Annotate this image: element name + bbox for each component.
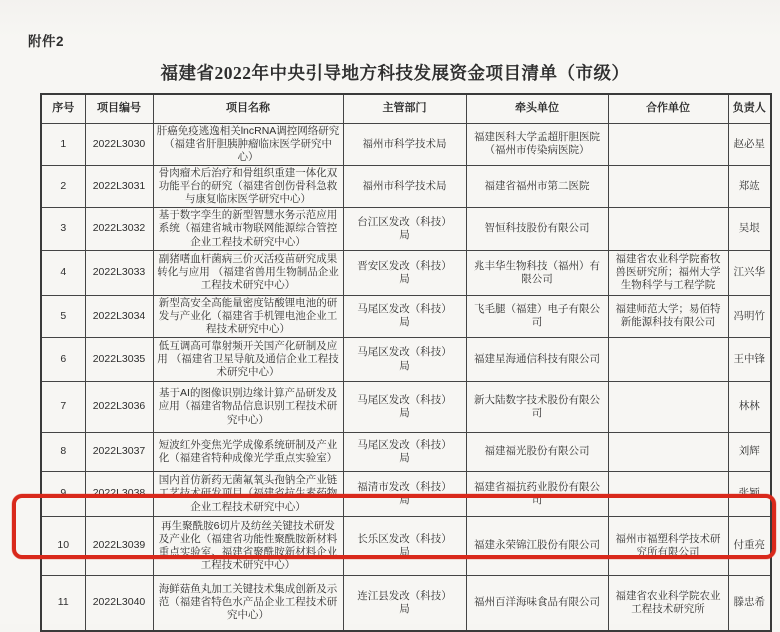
cell-dept: 台江区发改（科技）局 bbox=[343, 208, 466, 250]
cell-code: 2022L3036 bbox=[85, 382, 153, 433]
cell-dept: 晋安区发改（科技）局 bbox=[343, 250, 466, 295]
cell-partner: 福建省农业科学院畜牧兽医研究所；福州大学生物科学与工程学院 bbox=[608, 250, 728, 295]
cell-seq: 1 bbox=[41, 123, 85, 165]
cell-lead: 福建省福抗药业股份有限公司 bbox=[466, 472, 608, 517]
cell-dept: 福州市科学技术局 bbox=[343, 165, 466, 207]
cell-partner: 福州市福塑科学技术研究所有限公司 bbox=[608, 517, 728, 576]
cell-seq: 4 bbox=[41, 250, 85, 295]
cell-seq: 7 bbox=[41, 382, 85, 433]
cell-dept: 马尾区发改（科技）局 bbox=[343, 338, 466, 382]
cell-lead: 新大陆数字技术股份有限公司 bbox=[466, 382, 608, 433]
table-row bbox=[41, 433, 771, 472]
cell-dept: 长乐区发改（科技）局 bbox=[343, 517, 466, 576]
table-row bbox=[41, 517, 771, 576]
cell-head: 赵必星 bbox=[728, 123, 771, 165]
table-row bbox=[41, 250, 771, 295]
cell-seq: 3 bbox=[41, 208, 85, 250]
projects-table bbox=[40, 93, 772, 632]
cell-head: 林林 bbox=[728, 382, 771, 433]
cell-partner bbox=[608, 165, 728, 207]
column-header-dept: 主管部门 bbox=[343, 94, 466, 123]
cell-code: 2022L3032 bbox=[85, 208, 153, 250]
cell-code: 2022L3034 bbox=[85, 295, 153, 337]
cell-code: 2022L3040 bbox=[85, 576, 153, 631]
cell-code: 2022L3031 bbox=[85, 165, 153, 207]
cell-seq: 2 bbox=[41, 165, 85, 207]
table-body bbox=[41, 123, 771, 631]
cell-name: 短波红外变焦光学成像系统研制及产业化（福建省特种成像光学重点实验室） bbox=[153, 433, 343, 472]
table-row bbox=[41, 165, 771, 207]
cell-lead: 福建省福州市第二医院 bbox=[466, 165, 608, 207]
cell-partner bbox=[608, 433, 728, 472]
cell-name: 副猪嗜血杆菌病三价灭活疫苗研究成果转化与应用 （福建省兽用生物制品企业工程技术研究中心） bbox=[153, 250, 343, 295]
cell-code: 2022L3033 bbox=[85, 250, 153, 295]
table-row bbox=[41, 295, 771, 337]
cell-name: 低互调高可靠射频开关国产化研制及应用 （福建省卫星导航及通信企业工程技术研究中心） bbox=[153, 338, 343, 382]
cell-lead: 福建星海通信科技有限公司 bbox=[466, 338, 608, 382]
cell-partner bbox=[608, 123, 728, 165]
cell-partner bbox=[608, 472, 728, 517]
cell-code: 2022L3037 bbox=[85, 433, 153, 472]
cell-head: 付重亮 bbox=[728, 517, 771, 576]
column-header-partner: 合作单位 bbox=[608, 94, 728, 123]
cell-dept: 马尾区发改（科技）局 bbox=[343, 295, 466, 337]
cell-name: 再生聚酰胺6切片及纺丝关键技术研发及产业化（福建省功能性聚酰胺新材料重点实验室、福建省聚酰胺新材料企业工程技术研究中心） bbox=[153, 517, 343, 576]
page-title: 福建省2022年中央引导地方科技发展资金项目清单（市级） bbox=[160, 63, 630, 83]
cell-lead: 福建福光股份有限公司 bbox=[466, 433, 608, 472]
attachment-label: 附件2 bbox=[28, 34, 65, 49]
cell-code: 2022L3030 bbox=[85, 123, 153, 165]
cell-name: 骨肉瘤术后治疗和骨组织重建一体化双功能平台的研究（福建省创伤骨科急救与康复临床医学研究中心） bbox=[153, 165, 343, 207]
cell-seq: 5 bbox=[41, 295, 85, 337]
cell-partner bbox=[608, 208, 728, 250]
cell-lead: 兆丰华生物科技（福州）有限公司 bbox=[466, 250, 608, 295]
column-header-head: 负责人 bbox=[728, 94, 771, 123]
table-row bbox=[41, 208, 771, 250]
cell-seq: 6 bbox=[41, 338, 85, 382]
cell-dept: 马尾区发改（科技）局 bbox=[343, 382, 466, 433]
cell-seq: 9 bbox=[41, 472, 85, 517]
cell-head: 张颖 bbox=[728, 472, 771, 517]
cell-name: 国内首仿新药无菌氟氧头孢钠全产业链工艺技术研发项目（福建省抗生素药物企业工程技术研究中心） bbox=[153, 472, 343, 517]
cell-lead: 福建医科大学孟超肝胆医院（福州市传染病医院） bbox=[466, 123, 608, 165]
cell-partner: 福建省农业科学院农业工程技术研究所 bbox=[608, 576, 728, 631]
cell-seq: 11 bbox=[41, 576, 85, 631]
cell-code: 2022L3039 bbox=[85, 517, 153, 576]
cell-name: 肝癌免疫逃逸相关lncRNA调控网络研究（福建省肝胆胰肿瘤临床医学研究中心） bbox=[153, 123, 343, 165]
cell-name: 基于AI的图像识别边缘计算产品研发及应用（福建省物品信息识别工程技术研究中心） bbox=[153, 382, 343, 433]
table-header bbox=[41, 94, 771, 123]
cell-head: 吴垠 bbox=[728, 208, 771, 250]
cell-dept: 福清市发改（科技）局 bbox=[343, 472, 466, 517]
cell-dept: 福州市科学技术局 bbox=[343, 123, 466, 165]
table-row bbox=[41, 338, 771, 382]
cell-name: 新型高安全高能量密度钴酸锂电池的研发与产业化（福建省手机锂电池企业工程技术研究中心） bbox=[153, 295, 343, 337]
cell-head: 冯明竹 bbox=[728, 295, 771, 337]
table-row bbox=[41, 123, 771, 165]
table-row bbox=[41, 382, 771, 433]
table-row bbox=[41, 576, 771, 631]
cell-dept: 马尾区发改（科技）局 bbox=[343, 433, 466, 472]
cell-name: 海鲜菇鱼丸加工关键技术集成创新及示范（福建省特色水产品企业工程技术研究中心） bbox=[153, 576, 343, 631]
cell-lead: 福州百洋海味食品有限公司 bbox=[466, 576, 608, 631]
cell-head: 刘辉 bbox=[728, 433, 771, 472]
cell-head: 郑竑 bbox=[728, 165, 771, 207]
cell-lead: 智恒科技股份有限公司 bbox=[466, 208, 608, 250]
table-header-row bbox=[41, 94, 771, 123]
cell-lead: 飞毛腿（福建）电子有限公司 bbox=[466, 295, 608, 337]
cell-dept: 连江县发改（科技）局 bbox=[343, 576, 466, 631]
cell-head: 王中锋 bbox=[728, 338, 771, 382]
cell-head: 江兴华 bbox=[728, 250, 771, 295]
cell-partner bbox=[608, 338, 728, 382]
table-row bbox=[41, 472, 771, 517]
cell-seq: 8 bbox=[41, 433, 85, 472]
column-header-seq: 序号 bbox=[41, 94, 85, 123]
column-header-lead: 牵头单位 bbox=[466, 94, 608, 123]
cell-seq: 10 bbox=[41, 517, 85, 576]
cell-code: 2022L3038 bbox=[85, 472, 153, 517]
cell-code: 2022L3035 bbox=[85, 338, 153, 382]
cell-partner: 福建师范大学；易佰特新能源科技有限公司 bbox=[608, 295, 728, 337]
cell-partner bbox=[608, 382, 728, 433]
cell-lead: 福建永荣锦江股份有限公司 bbox=[466, 517, 608, 576]
cell-name: 基于数字孪生的新型智慧水务示范应用系统（福建省城市物联网能源综合管控企业工程技术研究中心） bbox=[153, 208, 343, 250]
column-header-code: 项目编号 bbox=[85, 94, 153, 123]
column-header-name: 项目名称 bbox=[153, 94, 343, 123]
cell-head: 滕忠希 bbox=[728, 576, 771, 631]
